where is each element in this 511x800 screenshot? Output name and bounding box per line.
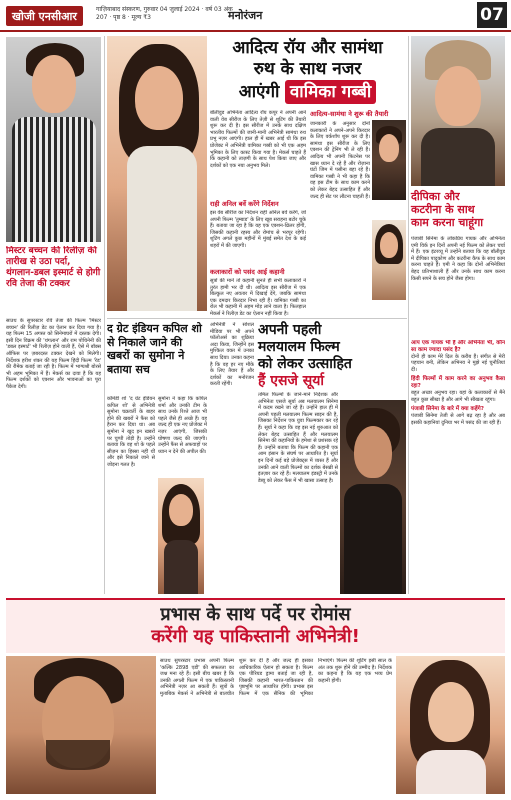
ammy-headline-line3: काम करना चाहूंगा — [411, 216, 484, 229]
prabhas-headline — [6, 604, 505, 648]
aditya-headline-line1: आदित्य रॉय और सामंथा — [232, 38, 383, 58]
wamiqa-name-highlight: वामिका गब्बी — [285, 80, 376, 104]
suriya-headline-line4: हैं एसजे सूर्या — [258, 373, 324, 389]
aditya-sidebar-body: जानकारी के अनुसार दोनों कलाकारों ने अपने-अपने किरदार के लिए वर्कशॉप शुरू कर दी है। सामंथा इस सीरीज के लिए एक्शन की ट्रेनिंग भी ले रही हैं। आदित्य भी अपनी फिटनेस पर खास ध्यान दे रहे हैं और रोज़ाना घंटों जिम में पसीना बहा रहे हैं। वामिका गब्बी ने भी कहा है कि वह इस टीम के साथ काम करने को लेकर बेहद उत्साहित हैं और जल्द ही सेट पर लौटना चाहती हैं। — [310, 121, 370, 200]
ammy-qa — [411, 340, 505, 594]
aditya-subhead-2: कलाकारों को पसंद आई कहानी — [210, 268, 285, 276]
qa-3-answer: पंजाबी सिनेमा तेजी से आगे बढ़ रहा है और अब इसकी कहानियां दुनिया भर में पसंद की जा रही हैं। — [411, 412, 505, 426]
aditya-body-b: इस वेब सीरीज का निर्देशन राही अनिल बर्वे करेंगे, जो अपनी फिल्म 'तुम्बाड' के लिए खूब सराहना बटोर चुके हैं। बताया जा रहा है कि यह एक एक्शन-थ्रिलर होगी, जिसकी कहानी रहस्य और रोमांच से भरपूर रहेगी। शूटिंग अगले कुछ महीनों में मुंबई समेत देश के कई शहरों में की जाएगी। — [210, 210, 306, 249]
mr-bachchan-body: साउथ के सुपरस्टार रवि तेजा की फिल्म 'मिस्टर बच्चन' की रिलीज़ डेट का ऐलान कर दिया गया है। यह फिल्म 15 अगस्त को सिनेमाघरों में दस्तक देगी। इसी दिन विक्रम की 'थंगलान' और राम पोथिनेनी की 'डबल इस्मार्ट' भी रिलीज़ होने वाली हैं, ऐसे में बॉक्स ऑफिस पर ज़बरदस्त टक्कर देखने को मिलेगी। निर्देशक हरीश शंकर की यह फिल्म हिंदी फिल्म 'रेड' की रीमेक बताई जा रही है। फिल्म में भाग्यश्री बोरसे भी अहम भूमिका में हैं। मेकर्स का दावा है कि यह फिल्म दर्शकों को एक्शन और भावनाओं का पूरा पैकेज देगी। — [6, 318, 101, 390]
aditya-roy-kapur-photo — [372, 120, 406, 200]
ravi-teja-photo — [6, 37, 101, 242]
page-number: 07 — [477, 2, 507, 28]
aditya-subhead-1: राही अनिल बर्वे करेंगे निर्देशन — [210, 200, 279, 208]
aditya-sidebar-title: आदित्य-सामंथा ने शुरू की तैयारी — [310, 110, 389, 118]
ammy-headline-line1: दीपिका और — [411, 190, 460, 203]
aditya-headline-line3: आएंगी — [238, 82, 280, 102]
sumona-body-b: सुमोना ने कहा कि कपिल शर्मा और उनकी टीम के साथ उनके रिश्ते आज भी पहले जैसे ही अच्छे हैं। वह जल्द ही एक नए प्रोजेक्ट में नज़र आएंगी, जिसकी घोषणा जल्द की जाएगी। उन्होंने फैंस से अफवाहों पर ध्यान न देने की अपील की। — [158, 396, 207, 455]
sumona-headline: द ग्रेट इंडियन कपिल शो से निकाले जाने की खबरों का सुमोना ने बताया सच — [107, 322, 202, 376]
ammy-headline — [411, 190, 505, 229]
ammy-headline-line2: कटरीना के साथ — [411, 203, 475, 216]
prabhas-photo — [6, 656, 156, 794]
suriya-headline-line3: को लेकर उत्साहित — [258, 356, 352, 372]
samantha-photo — [372, 220, 406, 300]
aditya-headline-line2: रुथ के साथ नजर — [253, 59, 362, 79]
qa-2-question: हिंदी फिल्मों में काम करने का अनुभव कैसा रहा? — [411, 376, 505, 390]
aditya-body-a: बॉलीवुड अभिनेता आदित्य रॉय कपूर ने अपनी आने वाली वेब सीरीज के लिए तेज़ी से शूटिंग की तैयारी शुरू कर दी है। इस सीरीज में उनके साथ दक्षिण भारतीय फिल्मों की जानी-मानी अभिनेत्री सामंथा रुथ प्रभु नज़र आएंगी। हाल ही में खबर आई थी कि इस प्रोजेक्ट में अभिनेत्री वामिका गब्बी को भी एक अहम भूमिका के लिए कास्ट किया गया है। मेकर्स चाहते हैं कि कहानी को ताज़गी के साथ पेश किया जाए और दर्शकों को एक नया अनुभव मिले। — [210, 110, 306, 169]
pakistani-actress-photo — [396, 656, 505, 794]
suriya-body: तमिल फिल्मों के जाने-माने निर्देशक और अभिनेता एसजे सूर्या अब मलयालम सिनेमा में कदम रखने जा रहे हैं। उन्होंने हाल ही में अपनी पहली मलयालम फिल्म साइन की है, जिसका निर्देशन एक युवा फिल्मकार कर रहे हैं। सूर्या ने कहा कि वह इस नई शुरुआत को लेकर बेहद उत्साहित हैं और मलयालम सिनेमा की कहानियों के हमेशा से प्रशंसक रहे हैं। उन्होंने बताया कि फिल्म की कहानी एक आम इंसान के संघर्ष पर आधारित है। सूर्या इन दिनों कई बड़े प्रोजेक्ट्स में व्यस्त हैं और उनकी आने वाली फिल्मों का दर्शक बेसब्री से इंतज़ार कर रहे हैं। मलयालम इंडस्ट्री में उनके डेब्यू को लेकर फैंस में भी खासा उत्साह है। — [258, 392, 338, 484]
edition-meta: गाज़ियाबाद संस्करण, गुरुवार 04 जुलाई 2024 · वर्ष 03 अंक 207 · पृष्ठ 8 · मूल्य ₹3 — [96, 6, 233, 21]
suriya-headline-line2: मलयालम फिल्म — [258, 339, 340, 355]
ammy-virk-photo — [411, 36, 505, 186]
sj-suryah-photo — [340, 400, 406, 594]
suriya-headline — [258, 322, 408, 390]
section-title: मनोरंजन — [228, 9, 263, 22]
qa-3-question: पंजाबी सिनेमा के बारे में क्या कहेंगे? — [411, 406, 484, 413]
sumona-photo — [158, 478, 204, 594]
prabhas-body: साउथ सुपरस्टार प्रभास अपनी फिल्म 'कल्कि 2898 एडी' की सफलता का जश्न मना रहे हैं। इसी बीच खबर है कि उनकी अगली फिल्म में एक पाकिस्तानी अभिनेत्री नज़र आ सकती हैं। सूत्रों के मुताबिक मेकर्स ने अभिनेत्री से बातचीत शुरू कर दी है और जल्द ही इसका आधिकारिक ऐलान हो सकता है। फिल्म एक पीरियड ड्रामा बताई जा रही है, जिसकी कहानी भारत-पाकिस्तान की पृष्ठभूमि पर आधारित होगी। प्रभास इस फिल्म में एक सैनिक की भूमिका निभाएंगे। फिल्म की शूटिंग इसी साल के अंत तक शुरू होने की उम्मीद है। निर्देशक का कहना है कि यह एक भव्य प्रेम कहानी होगी। — [160, 658, 392, 697]
aditya-headline — [210, 38, 405, 104]
mr-bachchan-headline: मिस्टर बच्चन की रिलीज़ की तारीख से उठा पर्दा, थंगलान-डबल इस्मार्ट से होगी रवि तेजा की टक्कर — [6, 246, 101, 289]
page-header — [0, 0, 511, 32]
prabhas-headline-line1: प्रभास के साथ पर्दे पर रोमांस — [160, 604, 351, 625]
qa-1-answer: दोनों ही काम मेरे दिल के करीब हैं। संगीत से मेरी पहचान बनी, लेकिन अभिनय ने मुझे नई चुनौतियां दीं। — [411, 353, 505, 373]
ammy-body: पंजाबी सिनेमा के लोकप्रिय गायक और अभिनेता एमी विर्क इन दिनों अपनी नई फिल्म को लेकर चर्चा में हैं। एक इंटरव्यू में उन्होंने बताया कि वह बॉलीवुड में दीपिका पादुकोण और कटरीना कैफ के साथ काम करना चाहते हैं। एमी ने कहा कि दोनों अभिनेत्रियां बेहद प्रतिभाशाली हैं और उनके साथ काम करना किसी सपने के सच होने जैसा होगा। — [411, 236, 505, 282]
wamiqa-gabbi-photo — [107, 36, 207, 311]
sumona-body-c: अभिनेत्री ने सोशल मीडिया पर भी अपने फॉलोअर्स का शुक्रिया अदा किया, जिन्होंने इस मुश्किल वक्त में उनका साथ दिया। उनका कहना है कि वह हर नए मौके के लिए तैयार हैं और दर्शकों का मनोरंजन करती रहेंगी। — [210, 322, 254, 388]
qa-2-answer: बहुत अच्छा अनुभव रहा। यहां के कलाकारों से मैंने बहुत कुछ सीखा है और आगे भी सीखता रहूंगा। — [411, 389, 505, 403]
prabhas-headline-line2: करेंगी यह पाकिस्तानी अभिनेत्री! — [151, 626, 360, 647]
qa-1-question: आप एक गायक भी हैं और अभिनेता भी, कौन सा काम ज्यादा पसंद है? — [411, 340, 505, 353]
aditya-body-c: सूत्रों की मानें तो कहानी सुनते ही सभी कलाकारों ने तुरंत हामी भर दी थी। आदित्य इस सीरीज में एक बिल्कुल नए अवतार में दिखाई देंगे, जबकि सामंथा एक दमदार किरदार निभा रही हैं। वामिका गब्बी का रोल भी कहानी में अहम मोड़ लाने वाला है। फिलहाल मेकर्स ने रिलीज़ डेट का ऐलान नहीं किया है। — [210, 278, 306, 316]
suriya-headline-line1: अपनी पहली — [258, 322, 322, 338]
sumona-body-a: कॉमेडी शो 'द ग्रेट इंडियन कपिल शो' से अभिनेत्री सुमोना चक्रवर्ती के बाहर होने की खबरों ने फैंस को हैरान कर दिया था। अब सुमोना ने खुद इन खबरों पर चुप्पी तोड़ी है। उन्होंने बताया कि वह शो के पहले सीज़न का हिस्सा नहीं थीं और इसे निकाले जाने से जोड़ना गलत है। — [107, 396, 155, 468]
newspaper-brand: खोजी एनसीआर — [6, 6, 83, 26]
prabhas-headline-band — [6, 598, 505, 653]
